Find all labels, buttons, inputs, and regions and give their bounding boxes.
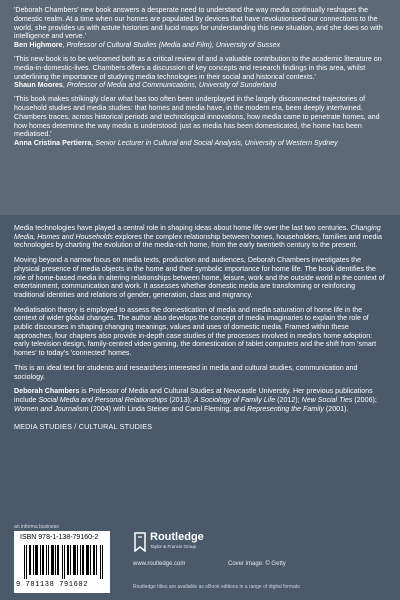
quote-text: 'This new book is to be welcomed both as a critical review of and a valuable contribution to the academic literature on media-in-domestic-lives. Chambers offers a discussion of key concepts and research findings in this area, whilst underlining the importance of studying media technologies in their social and historical contexts.' — [14, 54, 382, 81]
quote-text: 'This book makes strikingly clear what has too often been underplayed in the largely disconnected trajectories of household studies and media studies: that homes and media have, in the modern era, been deeply intertwined. Chambers traces, across historical periods and technological innovations, how media came to penetrate homes, and how homes determine the way media is understood: just as media has been domesticated, the home has been mediatised.' — [14, 95, 380, 139]
publication-title: Representing the Family — [247, 404, 324, 413]
book-title: Changing Media, Homes and Households — [14, 224, 381, 241]
bio-text: (2004) with Linda Steiner and Carol Fleming; and — [88, 404, 248, 413]
ebook-note: Routledge titles are available as eBook editions in a range of digital formats — [133, 584, 300, 590]
routledge-logo-icon — [133, 532, 147, 552]
quote-author: Anna Cristina Pertierra — [14, 139, 92, 148]
bio-text: (2006); — [352, 395, 377, 404]
publication-title: A Sociology of Family Life — [193, 395, 276, 404]
barcode-number: 9 781138 791602 — [16, 581, 89, 589]
author-bio — [14, 387, 386, 413]
quote-author-role: Professor of Cultural Studies (Media and Film), University of Sussex — [66, 41, 281, 50]
bio-text: (2012); — [275, 395, 302, 404]
description-paragraph: Moving beyond a narrow focus on media texts, production and audiences, Deborah Chambers investigates the physical presence of media objects in the home and their symbolic importance for home life. The book identifies the role of home-based media in altering relationships between home, leisure, work and the outside world in the context of entertainment, communication and work. It assesses whether domestic media are transforming or reinforcing traditional identities and relations of gender, generation, class and migrancy. — [14, 256, 385, 299]
quote-author: Shaun Moores — [14, 81, 63, 90]
description-paragraph: This is an ideal text for students and researchers interested in media and cultural studies, communication and sociology. — [14, 363, 358, 381]
bio-text: (2013); — [167, 395, 194, 404]
publisher-name: Routledge — [150, 531, 204, 543]
quote-author-role: Senior Lecturer in Cultural and Social Analysis, University of Western Sydney — [95, 139, 338, 148]
paragraph-text: explores the complex relationship between homes, householders, families and media technologies by charting the evolution of the media-rich home, from the early twentieth century to the present. — [14, 232, 382, 250]
endorsements-panel — [0, 0, 400, 215]
endorsement-quote — [14, 6, 386, 50]
barcode-icon — [24, 545, 104, 579]
isbn-label: ISBN 978-1-138-79160-2 — [20, 534, 99, 541]
publisher-website: www.routledge.com — [133, 561, 186, 567]
quote-attribution: Anna Cristina Pertierra, Senior Lecturer in Cultural and Social Analysis, University of Western Sydney — [14, 139, 338, 148]
endorsement-quote — [14, 55, 386, 90]
back-cover-footer — [0, 520, 400, 600]
informa-tagline: an informa business — [14, 524, 59, 530]
barcode-box — [14, 531, 110, 593]
publication-title: New Social Ties — [301, 395, 353, 404]
publication-title: Social Media and Personal Relationships — [38, 395, 168, 404]
quote-attribution: Shaun Moores, Professor of Media and Communications, University of Sunderland — [14, 81, 277, 90]
author-name: Deborah Chambers — [14, 387, 80, 396]
description-paragraph: Mediatisation theory is employed to assess the domestication of media and media saturation of home life in the context of wider global changes. The author also develops the concept of media imaginaries to explain the role of public discourses in shaping changing meanings, values and uses of domestic media. Framed within these approaches, four chapters also provide in-depth case studies of the processes involved in media's home adoption: early television design, family-centred video gaming, the domestication of tablet computers and the shift from 'smart homes' to today's 'connected' homes. — [14, 305, 377, 358]
publisher-group: Taylor & Francis Group — [150, 544, 197, 549]
subject-category: MEDIA STUDIES / CULTURAL STUDIES — [14, 422, 153, 432]
endorsement-quote — [14, 95, 386, 148]
book-description — [0, 224, 400, 431]
publication-title: Women and Journalism — [14, 404, 89, 413]
bio-text: (2001). — [323, 404, 349, 413]
cover-credit: Cover image: © Getty — [228, 561, 286, 567]
quote-text: 'Deborah Chambers' new book answers a desperate need to understand the way media continually reshapes the domestic realm. At a time when our homes are populated by devices that have revolutionised our connections to the world, she provides us with astute histories and lucid maps for understanding this new situation, and she does so with intelligence and verve.' — [14, 6, 383, 41]
quote-author-role: Professor of Media and Communications, University of Sunderland — [66, 81, 277, 90]
quote-attribution: Ben Highmore, Professor of Cultural Studies (Media and Film), University of Sussex — [14, 41, 281, 50]
description-paragraph — [14, 224, 386, 250]
bio-text: is Professor of Media and Cultural Studies at Newcastle University. Her previous publications include — [14, 387, 373, 404]
paragraph-text: Media technologies have played a central role in shaping ideas about home life over the last two centuries. — [14, 224, 351, 232]
quote-author: Ben Highmore — [14, 41, 63, 50]
